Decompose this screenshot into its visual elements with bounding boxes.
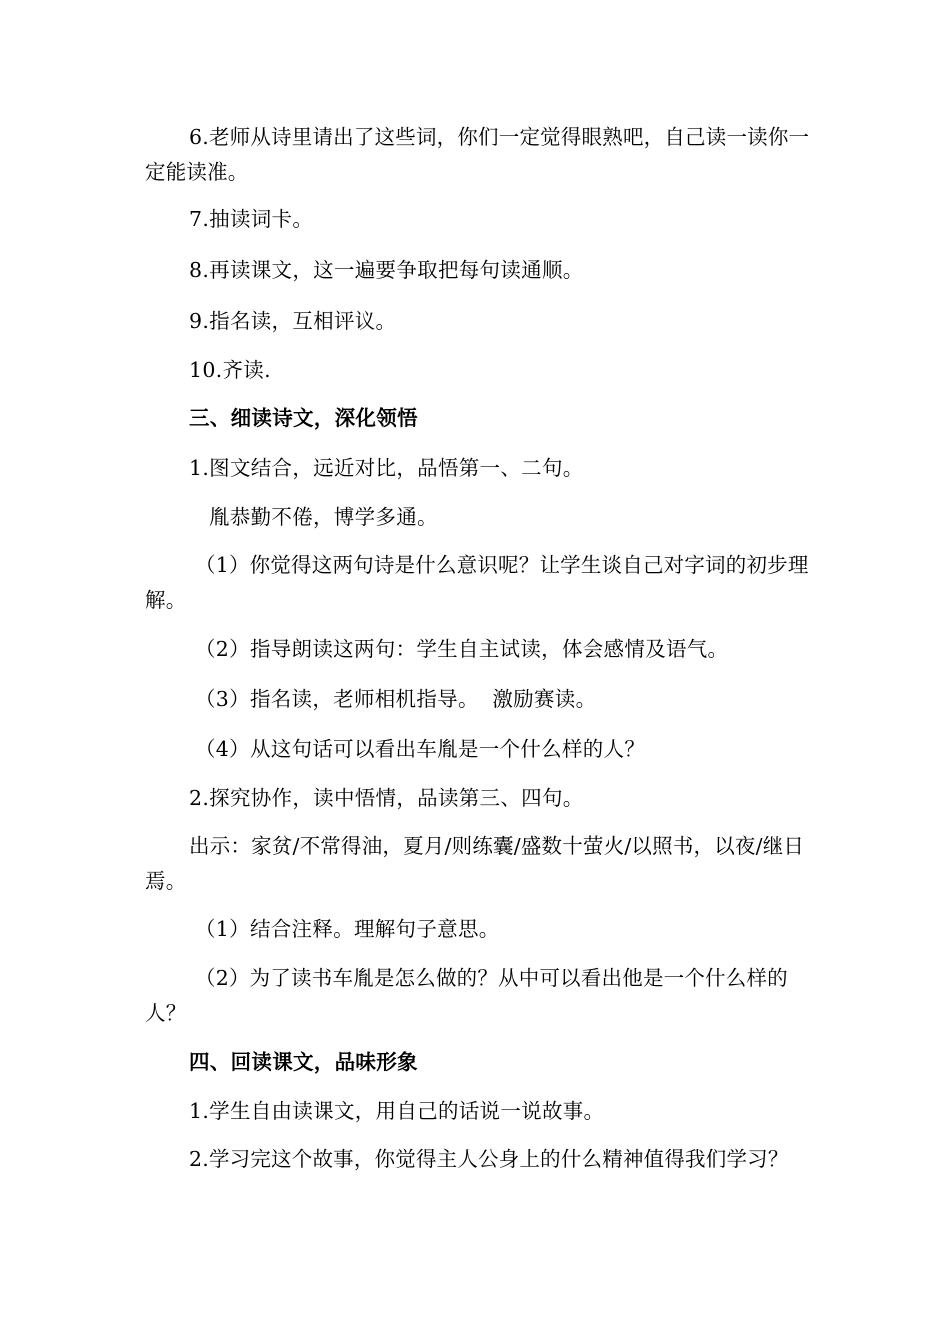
paragraph-item-10: 10.齐读. bbox=[189, 358, 271, 382]
paragraph-sub-2-2: （2）为了读书车胤是怎么做的？从中可以看出他是一个什么样的人？ bbox=[145, 966, 788, 1025]
paragraph-sub-1-4: （4）从这句话可以看出车胤是一个什么样的人？ bbox=[195, 737, 646, 761]
section-heading-4: 四、回读课文，品味形象 bbox=[189, 1050, 418, 1074]
section-heading-3: 三、细读诗文，深化领悟 bbox=[189, 406, 418, 430]
paragraph-sub-2-1: （1）结合注释。理解句子意思。 bbox=[195, 917, 500, 941]
paragraph-sub-1-2: （2）指导朗读这两句：学生自主试读，体会感情及语气。 bbox=[195, 637, 729, 661]
paragraph-item-8: 8.再读课文，这一遍要争取把每句读通顺。 bbox=[189, 258, 584, 282]
paragraph-sub-2: 2.探究协作，读中悟情，品读第三、四句。 bbox=[189, 786, 584, 810]
paragraph-sub-1-3: （3）指名读，老师相机指导。 激励赛读。 bbox=[195, 687, 597, 711]
paragraph-sub-4-2: 2.学习完这个故事，你觉得主人公身上的什么精神值得我们学习？ bbox=[189, 1147, 789, 1171]
paragraph-sub-1: 1.图文结合，远近对比，品悟第一、二句。 bbox=[189, 456, 584, 480]
paragraph-sub-4-1: 1.学生自由读课文，用自己的话说一说故事。 bbox=[189, 1099, 605, 1123]
paragraph-show: 出示：家贫/不常得油，夏月/则练囊/盛数十萤火/以照书，以夜/继日焉。 bbox=[145, 834, 805, 893]
paragraph-item-6: 6.老师从诗里请出了这些词，你们一定觉得眼熟吧，自己读一读你一定能读准。 bbox=[145, 125, 810, 184]
poem-line: 胤恭勤不倦，博学多通。 bbox=[209, 505, 438, 529]
paragraph-item-9: 9.指名读，互相评议。 bbox=[189, 309, 397, 333]
paragraph-item-7: 7.抽读词卡。 bbox=[189, 207, 314, 231]
paragraph-sub-1-1: （1）你觉得这两句诗是什么意识呢？让学生谈自己对字词的初步理解。 bbox=[145, 553, 809, 612]
